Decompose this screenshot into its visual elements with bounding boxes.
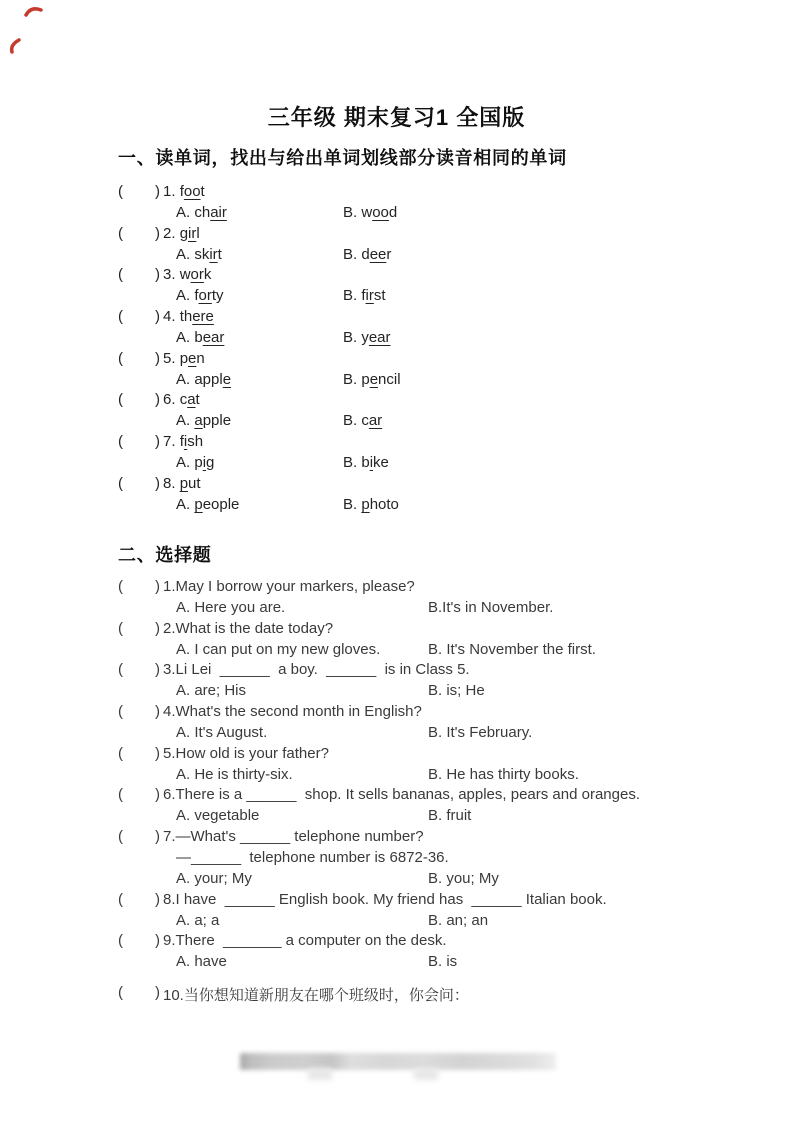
option-a: A. apple bbox=[176, 412, 232, 430]
section1-heading: 一、读单词，找出与给出单词划线部分读音相同的单词 bbox=[118, 148, 567, 168]
answer-paren: ) bbox=[155, 661, 160, 679]
option-a: A. bear bbox=[176, 328, 225, 346]
question-word: 2. girl bbox=[163, 224, 200, 242]
question-text: 10.当你想知道新朋友在哪个班级时，你会问： bbox=[163, 987, 469, 1005]
option-b: B. year bbox=[343, 328, 391, 346]
option-b: B. is bbox=[428, 953, 458, 971]
question-word: 1. foot bbox=[163, 183, 205, 200]
options-row bbox=[0, 599, 793, 620]
question-row bbox=[0, 578, 793, 599]
question-text: 9.There _______ a computer on the desk. bbox=[163, 932, 447, 950]
question-row bbox=[0, 266, 793, 287]
answer-paren: ( bbox=[118, 619, 123, 637]
option-b: B. photo bbox=[343, 495, 399, 513]
answer-paren: ( bbox=[118, 349, 123, 367]
options-row bbox=[0, 329, 793, 350]
options-row bbox=[0, 953, 793, 974]
question-row bbox=[0, 433, 793, 454]
option-b: B. car bbox=[343, 412, 383, 430]
question-row bbox=[0, 745, 793, 766]
option-a: A. Here you are. bbox=[176, 598, 286, 616]
answer-paren: ) bbox=[155, 308, 160, 326]
answer-paren: ( bbox=[118, 703, 123, 721]
options-row bbox=[0, 724, 793, 745]
question-row bbox=[0, 350, 793, 371]
answer-paren: ( bbox=[118, 183, 123, 200]
question-row bbox=[0, 661, 793, 682]
answer-paren: ) bbox=[155, 578, 160, 595]
option-b: B.It's in November. bbox=[428, 598, 554, 616]
option-a: A. are; His bbox=[176, 682, 247, 700]
option-a: A. chair bbox=[176, 203, 227, 221]
answer-paren: ( bbox=[118, 578, 123, 595]
page-title: 三年级 期末复习1 全国版 bbox=[267, 105, 526, 130]
answer-paren: ) bbox=[155, 349, 160, 367]
option-b: B. It's November the first. bbox=[428, 640, 596, 658]
answer-paren: ( bbox=[118, 266, 123, 284]
question-text: 5.How old is your father? bbox=[163, 744, 329, 762]
red-pen-mark-icon bbox=[7, 37, 23, 55]
question-row bbox=[0, 183, 793, 204]
answer-paren: ) bbox=[155, 828, 160, 846]
blurred-watermark-fragment bbox=[414, 1068, 438, 1080]
section2-heading: 二、选择题 bbox=[118, 545, 212, 565]
answer-paren: ( bbox=[118, 932, 123, 950]
option-b: B. It's February. bbox=[428, 723, 533, 741]
red-pen-mark-icon bbox=[24, 3, 44, 19]
options-row bbox=[0, 682, 793, 703]
question-row bbox=[0, 225, 793, 246]
options-row bbox=[0, 766, 793, 787]
option-a: A. have bbox=[176, 953, 227, 971]
options-row bbox=[0, 912, 793, 933]
answer-paren: ) bbox=[155, 984, 160, 1002]
answer-paren: ) bbox=[155, 183, 160, 200]
answer-paren: ) bbox=[155, 786, 160, 804]
answer-paren: ) bbox=[155, 224, 160, 242]
option-b: B. fruit bbox=[428, 807, 472, 825]
question-row bbox=[0, 786, 793, 807]
answer-paren: ) bbox=[155, 932, 160, 950]
answer-paren: ) bbox=[155, 266, 160, 284]
option-a: A. a; a bbox=[176, 911, 220, 929]
question-row bbox=[0, 932, 793, 953]
options-row bbox=[0, 287, 793, 308]
answer-paren: ) bbox=[155, 391, 160, 409]
answer-paren: ( bbox=[118, 224, 123, 242]
answer-paren: ( bbox=[118, 474, 123, 492]
options-row bbox=[0, 204, 793, 225]
options-row bbox=[0, 641, 793, 662]
question-row bbox=[0, 703, 793, 724]
question-text: 3.Li Lei ______ a boy. ______ is in Class 5. bbox=[163, 661, 470, 679]
question-row bbox=[0, 475, 793, 496]
question-text: 2.What is the date today? bbox=[163, 619, 334, 637]
blurred-watermark bbox=[240, 1053, 556, 1070]
option-a: A. people bbox=[176, 495, 240, 513]
question-text: —______ telephone number is 6872-36. bbox=[176, 848, 449, 866]
option-b: B. is; He bbox=[428, 682, 485, 700]
answer-paren: ( bbox=[118, 828, 123, 846]
question-text: 1.May I borrow your markers, please? bbox=[163, 578, 415, 595]
option-b: B. deer bbox=[343, 245, 392, 263]
answer-paren: ) bbox=[155, 744, 160, 762]
question-text: 7.—What's ______ telephone number? bbox=[163, 828, 424, 846]
question-text: 4.What's the second month in English? bbox=[163, 703, 422, 721]
answer-paren: ( bbox=[118, 433, 123, 451]
option-b: B. pencil bbox=[343, 370, 401, 388]
answer-paren: ( bbox=[118, 890, 123, 908]
question-row bbox=[0, 984, 793, 1005]
option-a: A. vegetable bbox=[176, 807, 260, 825]
question-word: 3. work bbox=[163, 266, 212, 284]
answer-paren: ( bbox=[118, 984, 123, 1002]
question-text: 6.There is a ______ shop. It sells bananas, apples, pears and oranges. bbox=[163, 786, 640, 804]
option-a: A. He is thirty-six. bbox=[176, 765, 293, 783]
options-row bbox=[0, 870, 793, 891]
question-row bbox=[0, 828, 793, 849]
option-a: A. pig bbox=[176, 453, 215, 471]
answer-paren: ( bbox=[118, 391, 123, 409]
option-a: A. your; My bbox=[176, 869, 252, 887]
question-word: 6. cat bbox=[163, 391, 200, 409]
question-row bbox=[0, 620, 793, 641]
section2-items bbox=[0, 578, 793, 1005]
option-a: A. skirt bbox=[176, 245, 222, 263]
option-b: B. wood bbox=[343, 203, 398, 221]
question-text: 8.I have ______ English book. My friend has ______ Italian book. bbox=[163, 890, 607, 908]
option-a: A. forty bbox=[176, 287, 224, 305]
option-a: A. I can put on my new gloves. bbox=[176, 640, 381, 658]
answer-paren: ) bbox=[155, 433, 160, 451]
blurred-watermark-fragment bbox=[308, 1068, 332, 1080]
answer-paren: ) bbox=[155, 619, 160, 637]
question-word: 5. pen bbox=[163, 349, 205, 367]
option-b: B. bike bbox=[343, 453, 389, 471]
options-row bbox=[0, 807, 793, 828]
answer-paren: ( bbox=[118, 661, 123, 679]
answer-paren: ) bbox=[155, 890, 160, 908]
question-row bbox=[0, 891, 793, 912]
question-word: 7. fish bbox=[163, 433, 204, 451]
options-row bbox=[0, 246, 793, 267]
answer-paren: ) bbox=[155, 474, 160, 492]
options-row bbox=[0, 371, 793, 392]
answer-paren: ( bbox=[118, 308, 123, 326]
option-b: B. an; an bbox=[428, 911, 489, 929]
section1-items bbox=[0, 183, 793, 517]
question-word: 8. put bbox=[163, 474, 201, 492]
question-row bbox=[0, 391, 793, 412]
answer-paren: ) bbox=[155, 703, 160, 721]
answer-paren: ( bbox=[118, 744, 123, 762]
option-b: B. He has thirty books. bbox=[428, 765, 579, 783]
option-b: B. you; My bbox=[428, 869, 499, 887]
question-word: 4. there bbox=[163, 308, 214, 326]
question-row bbox=[0, 849, 793, 870]
answer-paren: ( bbox=[118, 786, 123, 804]
option-a: A. It's August. bbox=[176, 723, 268, 741]
option-b: B. first bbox=[343, 287, 386, 305]
options-row bbox=[0, 496, 793, 517]
options-row bbox=[0, 412, 793, 433]
question-row bbox=[0, 308, 793, 329]
option-a: A. apple bbox=[176, 370, 232, 388]
options-row bbox=[0, 454, 793, 475]
